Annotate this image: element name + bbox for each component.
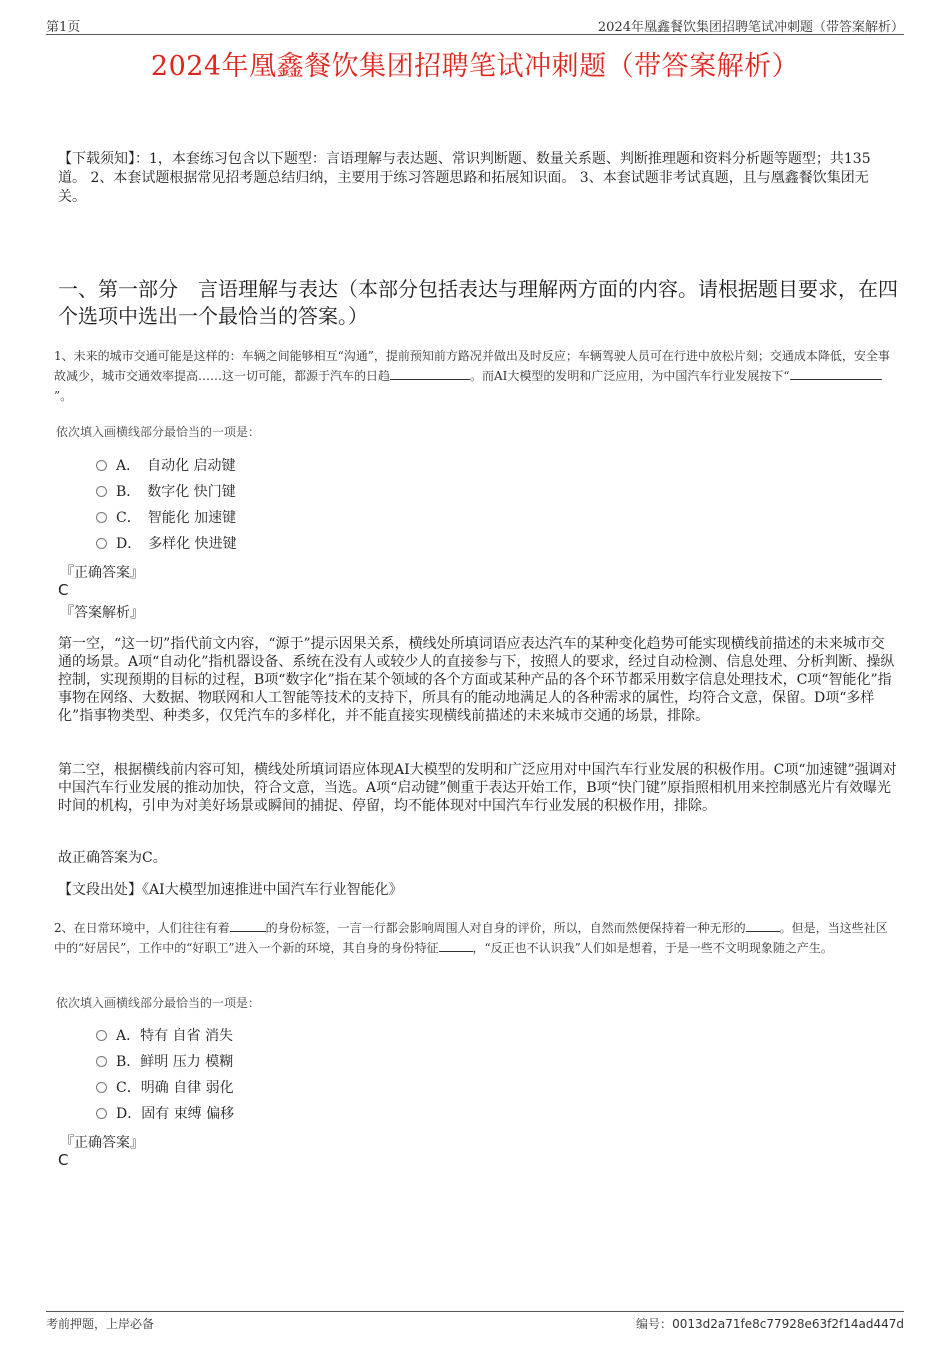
question-2-answer-label: 『正确答案』 [60,1135,144,1151]
question-1-conclusion: 故正确答案为C。 [58,850,167,866]
question-1-instruction: 依次填入画横线部分最恰当的一项是： [56,425,261,439]
radio-icon[interactable] [96,1108,107,1119]
question-1-stem: 1、未来的城市交通可能是这样的：车辆之间能够相互“沟通”，提前预知前方路况并做出及时反应；车辆驾驶人员可在行进中放松片刻；交通成本降低，安全事故减少，城市交通效率提高……这一切可能，都源于汽车的日趋 。而AI大模型的发明和广泛应用，为中国汽车行业发展按下“”。 [54,349,890,403]
footer-slogan: 考前押题，上岸必备 [46,1317,155,1331]
question-1-analysis-1: 第一空，“这一切”指代前文内容，“源于”提示因果关系，横线处所填词语应表达汽车的某种变化趋势可能实现横线前描述的未来城市交通的场景。A项“自动化”指机器设备、系统在没有人或较少人的直接参与下，按照人的要求，经过自动检测、信息处理、分析判断、操纵控制，实现预期的目标的过程，B项“数字化”指在某个领域的各个方面或某种产品的各个环节都采用数字信息处理技术，C项“智能化”指事物在网络、大数据、物联网和人工智能等技术的支持下，所具有的能动地满足人的各种需求的属性，均符合文意，保留。D项“多样化”指事物类型、种类多，仅凭汽车的多样化，并不能直接实现横线前描述的未来城市交通的场景，排除。 [58,636,895,724]
question-1-option-d[interactable]: D． 多样化 快进键 [96,534,237,554]
download-notice: 【下载须知】：1，本套练习包含以下题型：言语理解与表达题、常识判断题、数量关系题、判断推理题和资料分析题等题型；共135道。 2、本套试题根据常见招考题总结归纳，主要用于练习答题思路和拓展知识面。 3、本套试题非考试真题，且与凰鑫餐饮集团无关。 [58,151,871,205]
question-2-option-d[interactable]: D．固有 束缚 偏移 [96,1104,234,1124]
footer-code: 编号：0013d2a71fe8c77928e63f2f14ad447d [636,1317,904,1331]
radio-icon[interactable] [96,460,107,471]
question-2-answer: C [58,1151,69,1169]
question-1-analysis-2: 第二空，根据横线前内容可知，横线处所填词语应体现AI大模型的发明和广泛应用对中国汽车行业发展的积极作用。C项“加速键”强调对中国汽车行业发展的推动加快，符合文意，当选。A项“启动键”侧重于表达开始工作，B项“快门键”原指照相机用来控制感光片有效曝光时间的机构，引申为对美好场景或瞬间的捕捉、停留，均不能体现对中国汽车行业发展的积极作用，排除。 [58,762,897,814]
radio-icon[interactable] [96,1030,107,1041]
page-footer [46,1311,904,1331]
question-1-source: 【文段出处】《AI大模型加速推进中国汽车行业智能化》 [58,882,403,898]
blank [790,367,882,380]
question-2-instruction: 依次填入画横线部分最恰当的一项是： [56,996,261,1010]
blank [746,919,780,932]
page-number: 第1页 [46,20,81,35]
question-2-option-b[interactable]: B．鲜明 压力 模糊 [96,1052,233,1072]
section-title: 一、第一部分 言语理解与表达（本部分包括表达与理解两方面的内容。请根据题目要求，在四个选项中选出一个最恰当的答案。） [58,277,898,328]
blank [230,919,266,932]
radio-icon[interactable] [96,1056,107,1067]
question-1-option-c[interactable]: C． 智能化 加速键 [96,508,236,528]
question-1-analysis-label: 『答案解析』 [60,605,144,621]
radio-icon[interactable] [96,1082,107,1093]
page-header [46,14,904,35]
question-1-option-a[interactable]: A． 自动化 启动键 [96,456,236,476]
question-2-option-c[interactable]: C．明确 自律 弱化 [96,1078,234,1098]
radio-icon[interactable] [96,512,107,523]
question-2-stem: 2、在日常环境中，人们往往有着 的身份标签，一言一行都会影响周围人对自身的评价，所以，自然而然便保持着一种无形的 。但是，当这些社区中的“好居民”，工作中的“好职工”进入一个新的环境，其自身的身份特征 ，“反正也不认识我”人们如是想着，于是一些不文明现象随之产生。 [54,921,888,955]
blank [439,939,473,952]
radio-icon[interactable] [96,538,107,549]
document-title: 2024年凰鑫餐饮集团招聘笔试冲刺题（带答案解析） [150,51,800,82]
question-2-option-a[interactable]: A．特有 自省 消失 [96,1026,233,1046]
radio-icon[interactable] [96,486,107,497]
question-1-option-b[interactable]: B． 数字化 快门键 [96,482,236,502]
question-1-answer-label: 『正确答案』 [60,565,144,581]
header-doc-title: 2024年凰鑫餐饮集团招聘笔试冲刺题（带答案解析） [597,20,904,35]
question-1-answer: C [58,581,69,599]
blank [390,367,470,380]
